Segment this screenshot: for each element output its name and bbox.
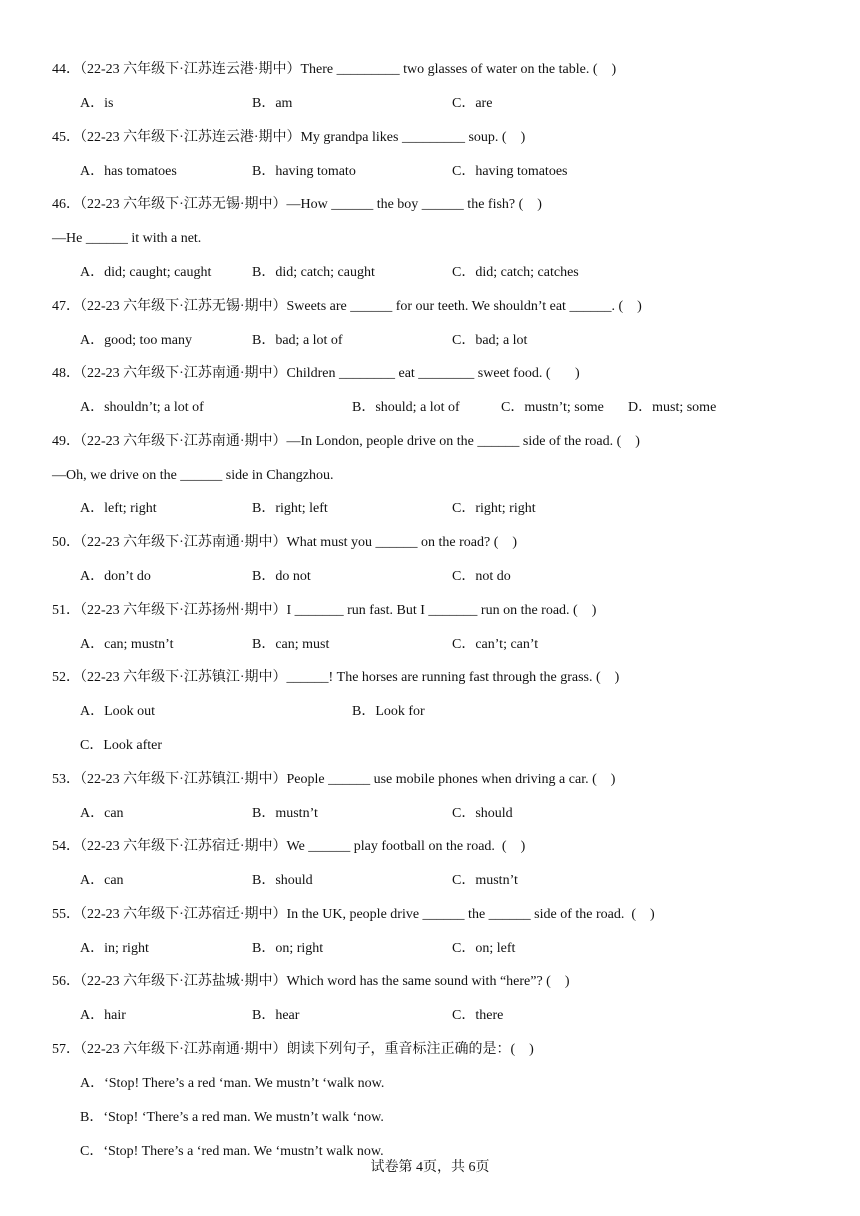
question-55-option-a: A．in; right <box>80 941 149 956</box>
question-49-option-b: B．right; left <box>252 501 328 516</box>
question-55-stem: 55．（22-23 六年级下·江苏宿迁·期中）In the UK, people drive ______ the ______ side of the road. ( ) <box>52 907 655 922</box>
question-50-option-b: B．do not <box>252 569 311 584</box>
question-57-option-a: A．‘Stop! There’s a red ‘man. We mustn’t ‘walk now. <box>80 1076 385 1091</box>
question-57-stem: 57．（22-23 六年级下·江苏南通·期中）朗读下列句子，重音标注正确的是：( ) <box>52 1042 534 1057</box>
question-47-option-a: A．good; too many <box>80 333 192 348</box>
question-51-stem: 51．（22-23 六年级下·江苏扬州·期中）I _______ run fast. But I _______ run on the road. ( ) <box>52 603 597 618</box>
question-51-option-c: C．can’t; can’t <box>452 637 539 652</box>
question-56-option-a: A．hair <box>80 1008 126 1023</box>
question-47-option-c: C．bad; a lot <box>452 333 528 348</box>
question-45-stem: 45．（22-23 六年级下·江苏连云港·期中）My grandpa likes _________ soup. ( ) <box>52 130 526 145</box>
question-55-option-c: C．on; left <box>452 941 516 956</box>
question-44-option-b: B．am <box>252 96 293 111</box>
question-53-option-a: A．can <box>80 806 124 821</box>
question-44-option-c: C．are <box>452 96 493 111</box>
question-56-option-c: C．there <box>452 1008 504 1023</box>
question-52-option-a: A．Look out <box>80 704 156 719</box>
question-56-stem: 56．（22-23 六年级下·江苏盐城·期中）Which word has the same sound with “here”? ( ) <box>52 974 570 989</box>
question-50-stem: 50．（22-23 六年级下·江苏南通·期中）What must you ______ on the road? ( ) <box>52 535 518 550</box>
question-52-option-b: B．Look for <box>352 704 425 719</box>
question-54-stem: 54．（22-23 六年级下·江苏宿迁·期中）We ______ play football on the road. ( ) <box>52 839 526 854</box>
question-44-option-a: A．is <box>80 96 114 111</box>
question-45-option-c: C．having tomatoes <box>452 164 568 179</box>
question-51-option-b: B．can; must <box>252 637 330 652</box>
question-52-option-c: C．Look after <box>80 738 163 753</box>
question-47-stem: 47．（22-23 六年级下·江苏无锡·期中）Sweets are ______ for our teeth. We shouldn’t eat ______. ( ) <box>52 299 642 314</box>
question-52-stem: 52．（22-23 六年级下·江苏镇江·期中）______! The horses are running fast through the grass. ( ) <box>52 670 620 685</box>
question-45-option-b: B．having tomato <box>252 164 356 179</box>
question-46-option-a: A．did; caught; caught <box>80 265 212 280</box>
question-45-option-a: A．has tomatoes <box>80 164 177 179</box>
question-54-option-a: A．can <box>80 873 124 888</box>
question-49-continuation: —Oh, we drive on the ______ side in Changzhou. <box>52 468 334 483</box>
question-49-stem: 49．（22-23 六年级下·江苏南通·期中）—In London, people drive on the ______ side of the road. ( ) <box>52 434 640 449</box>
question-54-option-c: C．mustn’t <box>452 873 518 888</box>
question-48-option-d: D．must; some <box>628 400 717 415</box>
question-48-option-b: B．should; a lot of <box>352 400 460 415</box>
question-46-option-c: C．did; catch; catches <box>452 265 579 280</box>
question-47-option-b: B．bad; a lot of <box>252 333 343 348</box>
question-46-stem: 46．（22-23 六年级下·江苏无锡·期中）—How ______ the boy ______ the fish? ( ) <box>52 197 542 212</box>
question-57-option-c: C．‘Stop! There’s a ‘red man. We ‘mustn’t walk now. <box>80 1144 384 1159</box>
question-48-option-c: C．mustn’t; some <box>501 400 604 415</box>
question-50-option-a: A．don’t do <box>80 569 151 584</box>
question-56-option-b: B．hear <box>252 1008 300 1023</box>
question-53-option-c: C．should <box>452 806 513 821</box>
question-46-continuation: —He ______ it with a net. <box>52 231 202 246</box>
question-57-option-b: B．‘Stop! ‘There’s a red man. We mustn’t walk ‘now. <box>80 1110 384 1125</box>
question-50-option-c: C．not do <box>452 569 511 584</box>
question-51-option-a: A．can; mustn’t <box>80 637 174 652</box>
question-53-stem: 53．（22-23 六年级下·江苏镇江·期中）People ______ use mobile phones when driving a car. ( ) <box>52 772 616 787</box>
question-44-stem: 44．（22-23 六年级下·江苏连云港·期中）There _________ two glasses of water on the table. ( ) <box>52 62 617 77</box>
question-55-option-b: B．on; right <box>252 941 324 956</box>
question-48-option-a: A．shouldn’t; a lot of <box>80 400 204 415</box>
question-49-option-c: C．right; right <box>452 501 536 516</box>
question-54-option-b: B．should <box>252 873 313 888</box>
question-49-option-a: A．left; right <box>80 501 157 516</box>
question-48-stem: 48．（22-23 六年级下·江苏南通·期中）Children ________ eat ________ sweet food. ( ) <box>52 366 580 381</box>
question-46-option-b: B．did; catch; caught <box>252 265 375 280</box>
page-footer: 试卷第 4页，共 6页 <box>370 1160 490 1175</box>
question-53-option-b: B．mustn’t <box>252 806 318 821</box>
